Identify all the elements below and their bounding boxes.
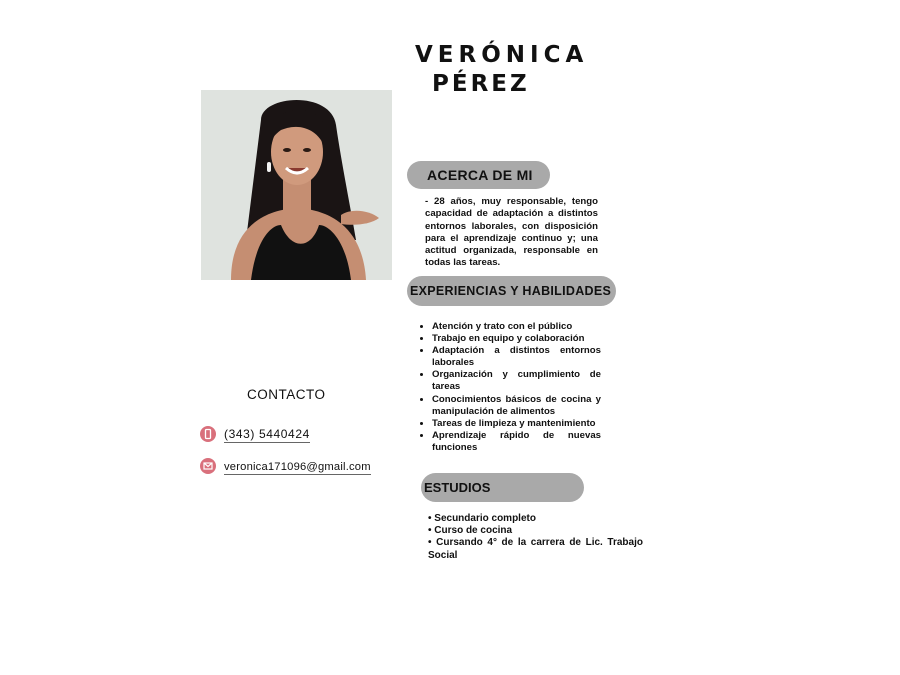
list-item: • Cursando 4° de la carrera de Lic. Trabajo Social <box>428 537 643 561</box>
name-last: PÉREZ <box>432 71 530 97</box>
list-item: • Atención y trato con el público <box>432 321 601 333</box>
list-item: • Tareas de limpieza y mantenimiento <box>432 418 601 430</box>
list-item: • Trabajo en equipo y colaboración <box>432 333 601 345</box>
list-item: • Adaptación a distintos entornos laborales <box>432 345 601 369</box>
list-item: • Aprendizaje rápido de nuevas funciones <box>432 430 601 454</box>
skills-list <box>420 321 601 454</box>
mail-icon <box>200 458 216 474</box>
list-item: • Secundario completo <box>428 513 536 524</box>
phone-link[interactable]: (343) 5440424 <box>224 427 310 441</box>
email-link[interactable]: veronica171096@gmail.com <box>224 461 371 473</box>
list-item: • Organización y cumplimiento de tareas <box>432 369 601 393</box>
studies-heading: ESTUDIOS <box>421 473 584 502</box>
name-first: VERÓNICA <box>415 42 589 68</box>
contact-heading: CONTACTO <box>247 387 326 402</box>
profile-photo <box>201 90 392 280</box>
about-heading: ACERCA DE MI <box>407 161 550 189</box>
studies-list <box>428 513 643 562</box>
phone-icon <box>200 426 216 442</box>
list-item: • Conocimientos básicos de cocina y manipulación de alimentos <box>432 394 601 418</box>
experience-heading: EXPERIENCIAS Y HABILIDADES <box>407 276 616 306</box>
list-item: • Curso de cocina <box>428 525 513 537</box>
about-text: - 28 años, muy responsable, tengo capacidad de adaptación a distintos entornos laborales, con disposición para el aprendizaje continuo y; una actitud organizada, responsable en todas las tareas. <box>425 196 598 269</box>
